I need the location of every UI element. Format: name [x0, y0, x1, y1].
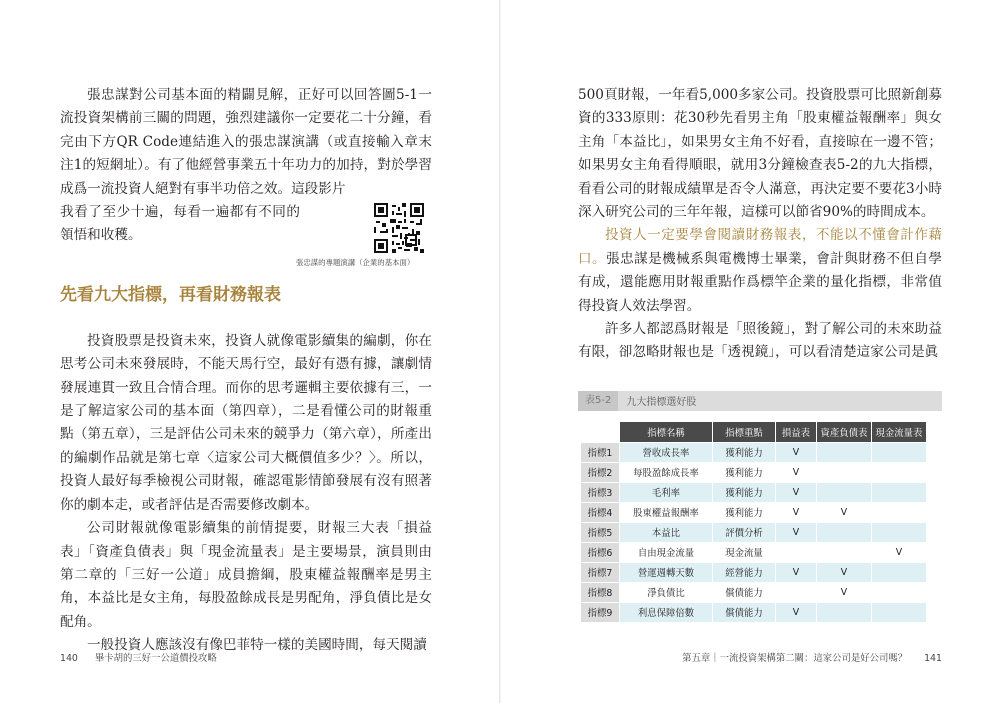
table-header-focus: 指標重點	[713, 421, 776, 442]
row-income-mark: V	[776, 462, 817, 482]
row-income-mark: V	[776, 522, 817, 542]
row-label: 指標4	[581, 502, 620, 522]
table-header-blank	[581, 421, 620, 442]
table-row	[581, 602, 927, 622]
left-paragraph-3: 公司財報就像電影續集的前情提要，財報三大表「損益表」「資產負債表」與「現金流量表」是主要場景，演員則由第二章的「三好一公道」成員擔綱，股東權益報酬率是男主角，本益比是女主角，每股盈餘成長是男配角，淨負債比是女配角。	[60, 520, 432, 630]
row-label: 指標5	[581, 522, 620, 542]
left-paragraph-1: 張忠謀對公司基本面的精闢見解，正好可以回答圖5-1一流投資架構前三關的問題，強烈建議你一定要花二十分鐘，看完由下方QR Code連結進入的張忠謀演講（或直接輸入章末注1的短網址）。有了他經營事業五十年功力的加持，對於學習成爲一流投資人絕對有事半功倍之效。這段影片	[60, 87, 432, 197]
table-title: 九大指標選好股	[626, 397, 697, 409]
row-name: 自由現金流量	[620, 542, 713, 562]
table-row	[581, 442, 927, 462]
row-income-mark: V	[776, 482, 817, 502]
indicator-table	[580, 421, 927, 623]
right-paragraph-2	[578, 224, 942, 318]
right-footer	[682, 650, 942, 664]
table-row	[581, 502, 927, 522]
table-row	[581, 542, 927, 562]
row-balance-mark	[817, 482, 872, 502]
row-cashflow-mark	[872, 442, 927, 462]
row-focus: 獲利能力	[713, 482, 776, 502]
row-cashflow-mark	[872, 482, 927, 502]
right-paragraph-1: 500頁財報，一年看5,000多家公司。投資股票可比照新創募資的333原則：花30秒先看男主角「股東權益報酬率」與女主角「本益比」，如果男女主角不好看，直接晾在一邊不管；如果男女主角看得順眼，就用3分鐘檢查表5-2的九大指標，看看公司的財報成績單是否令人滿意，再決定要不要花3小時深入研究公司的三年年報，這樣可以節省90%的時間成本。	[578, 87, 942, 221]
row-name: 營運週轉天數	[620, 562, 713, 582]
row-income-mark: V	[776, 602, 817, 622]
qr-block	[60, 201, 432, 268]
row-focus: 獲利能力	[713, 462, 776, 482]
section-heading: 先看九大指標，再看財務報表	[60, 284, 281, 305]
row-income-mark: V	[776, 442, 817, 462]
row-balance-mark	[817, 462, 872, 482]
left-paragraph-2: 投資股票是投資未來，投資人就像電影續集的編劇，你在思考公司未來發展時，不能天馬行空，最好有憑有據，讓劇情發展連貫一致且合情合理。而你的思考邏輯主要依據有三，一是了解這家公司的基本面（第四章），二是看懂公司的財報重點（第五章），三是評估公司未來的競爭力（第六章），所產出的編劇作品就是第七章〈這家公司大概價值多少？〉。所以，投資人最好每季檢視公司財報，確認電影情節發展有沒有照著你的劇本走，或者評估是否需要修改劇本。	[60, 332, 432, 513]
right-paragraph-3: 許多人都認爲財報是「照後鏡」，對了解公司的未來助益有限，卻忽略財報也是「透視鏡」，可以看清楚這家公司是眞	[578, 321, 942, 361]
table-row	[581, 582, 927, 602]
row-income-mark	[776, 582, 817, 602]
row-label: 指標9	[581, 602, 620, 622]
row-cashflow-mark	[872, 522, 927, 542]
row-balance-mark: V	[817, 502, 872, 522]
row-income-mark: V	[776, 562, 817, 582]
table-number: 表5-2	[578, 391, 618, 411]
table-header-row	[581, 421, 927, 442]
row-label: 指標3	[581, 482, 620, 502]
row-name: 本益比	[620, 522, 713, 542]
table-row	[581, 462, 927, 482]
row-label: 指標2	[581, 462, 620, 482]
row-name: 淨負債比	[620, 582, 713, 602]
row-cashflow-mark	[872, 582, 927, 602]
row-label: 指標8	[581, 582, 620, 602]
row-name: 利息保障倍數	[620, 602, 713, 622]
row-balance-mark: V	[817, 582, 872, 602]
row-cashflow-mark	[872, 562, 927, 582]
right-paragraph-2-rest: 張忠謀是機械系與電機博士畢業，會計與財務不但自學有成，還能應用財報重點作爲標竿企業的量化指標，非常值得投資人效法學習。	[578, 250, 943, 314]
qr-caption: 張忠謀的專題演講（企業的基本面）	[296, 258, 415, 268]
row-focus: 經營能力	[713, 562, 776, 582]
left-page	[60, 84, 432, 658]
left-paragraph-4: 一般投資人應該沒有像巴菲特一樣的美國時間，每天閱讀	[87, 637, 427, 654]
table-header-balance: 資產負債表	[817, 421, 872, 442]
left-paragraph-1-tail: 我看了至少十遍，每看一遍都有不同的領悟和收穫。	[60, 204, 300, 244]
row-balance-mark	[817, 542, 872, 562]
row-cashflow-mark	[872, 502, 927, 522]
row-income-mark: V	[776, 502, 817, 522]
row-focus: 獲利能力	[713, 442, 776, 462]
row-focus: 獲利能力	[713, 502, 776, 522]
left-footer	[60, 650, 217, 664]
row-cashflow-mark	[872, 462, 927, 482]
row-cashflow-mark: V	[872, 542, 927, 562]
table-header-name: 指標名稱	[620, 421, 713, 442]
book-spine	[499, 0, 501, 703]
right-paragraph-2-accent: 投資人一定要學會閱讀財務報表，不能以不懂會計作藉口。	[578, 227, 942, 267]
table-row	[581, 522, 927, 542]
left-page-number: 140	[60, 653, 78, 664]
row-balance-mark	[817, 442, 872, 462]
table-header-income: 損益表	[776, 421, 817, 442]
chapter-title: 第五章｜一流投資架構第二關：這家公司是好公司嗎？	[682, 653, 908, 664]
book-title: 畢卡胡的三好一公道價投攻略	[94, 653, 217, 664]
row-name: 營收成長率	[620, 442, 713, 462]
row-name: 每股盈餘成長率	[620, 462, 713, 482]
row-label: 指標6	[581, 542, 620, 562]
row-focus: 償債能力	[713, 582, 776, 602]
row-name: 毛利率	[620, 482, 713, 502]
row-focus: 評價分析	[713, 522, 776, 542]
row-name: 股東權益報酬率	[620, 502, 713, 522]
row-cashflow-mark	[872, 602, 927, 622]
row-balance-mark: V	[817, 562, 872, 582]
row-balance-mark	[817, 522, 872, 542]
right-page	[578, 84, 942, 623]
row-label: 指標7	[581, 562, 620, 582]
row-label: 指標1	[581, 442, 620, 462]
table-header-cashflow: 現金流量表	[872, 421, 927, 442]
qr-code-icon[interactable]	[374, 203, 424, 253]
right-page-number: 141	[924, 653, 942, 664]
row-balance-mark	[817, 602, 872, 622]
row-focus: 償債能力	[713, 602, 776, 622]
row-income-mark	[776, 542, 817, 562]
table-row	[581, 562, 927, 582]
table-title-bar	[578, 391, 942, 411]
table-row	[581, 482, 927, 502]
row-focus: 現金流量	[713, 542, 776, 562]
